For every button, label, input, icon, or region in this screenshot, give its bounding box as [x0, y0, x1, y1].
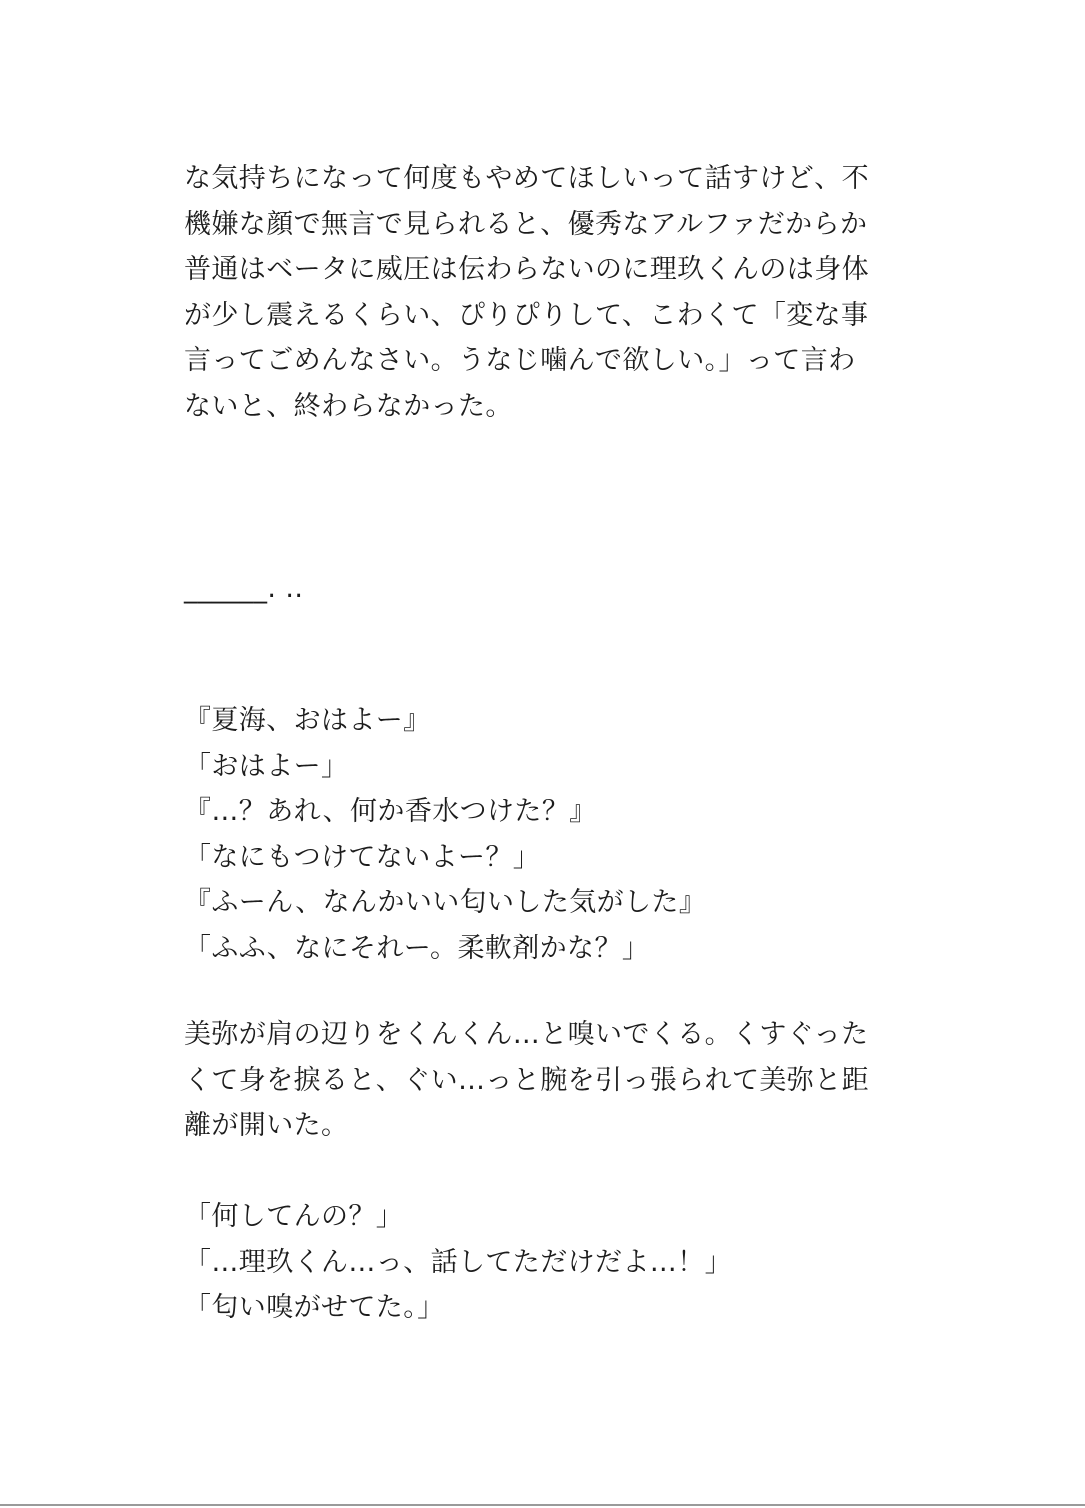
- dialogue-block-1: [184, 698, 914, 971]
- dialogue-line: 「なにもつけてないよー？」: [184, 841, 541, 873]
- dialogue-line: 『夏海、おはよー』: [184, 705, 431, 736]
- text-line: 離が開いた。: [184, 1110, 349, 1141]
- paragraph-narration-1: [184, 156, 914, 429]
- page-bottom-border: [0, 1504, 1085, 1506]
- scene-break-marker: ______. ..: [184, 573, 304, 604]
- text-line: 言ってごめんなさい。うなじ噛んで欲しい。」って言わ: [184, 345, 856, 376]
- dialogue-line: 「何してんの？」: [184, 1201, 404, 1232]
- text-line: ないと、終わらなかった。: [184, 390, 513, 422]
- text-line: 普通はベータに威圧は伝わらないのに理玖くんのは身体: [184, 254, 869, 285]
- scene-break: [184, 566, 914, 612]
- dialogue-line: 「ふふ、なにそれー。柔軟剤かな？」: [184, 932, 650, 964]
- text-line: くて身を捩ると、ぐい…っと腕を引っ張られて美弥と距: [184, 1064, 869, 1096]
- text-line: が少し震えるくらい、ぴりぴりして、こわくて「変な事: [184, 299, 869, 331]
- dialogue-line: 「…理玖くん…っ、話してただけだよ…！」: [184, 1246, 732, 1278]
- paragraph-narration-2: [184, 1012, 914, 1149]
- dialogue-line: 「おはよー」: [184, 750, 349, 782]
- dialogue-block-2: [184, 1194, 914, 1331]
- text-line: な気持ちになって何度もやめてほしいって話すけど、不: [184, 163, 869, 194]
- dialogue-line: 「匂い嗅がせてた。」: [184, 1292, 445, 1323]
- text-line: 美弥が肩の辺りをくんくん…と嗅いでくる。くすぐった: [184, 1019, 869, 1050]
- dialogue-line: 『…？あれ、何か香水つけた？』: [184, 796, 597, 827]
- dialogue-line: 『ふーん、なんかいい匂いした気がした』: [184, 887, 707, 918]
- text-line: 機嫌な顔で無言で見られると、優秀なアルファだからか: [184, 208, 868, 240]
